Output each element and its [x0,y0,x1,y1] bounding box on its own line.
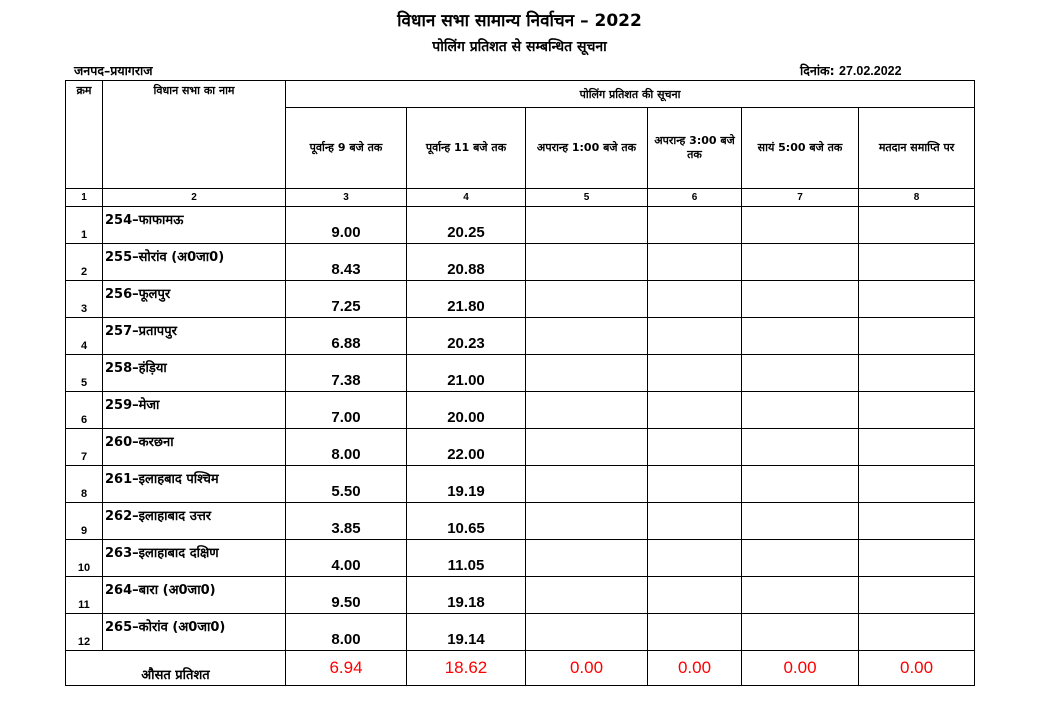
column-number: 3 [286,189,407,207]
row-constituency-name: 263–इलाहाबाद दक्षिण [103,540,286,577]
row-value-3pm [648,318,742,355]
row-value-1pm [526,207,648,244]
row-value-5pm [742,577,859,614]
row-value-11am: 20.25 [407,207,526,244]
row-value-poll-end [859,614,975,651]
table-row [66,281,975,318]
row-value-poll-end [859,503,975,540]
row-constituency-name: 261–इलाहबाद पश्चिम [103,466,286,503]
col-header-5pm: सायं 5:00 बजे तक [742,108,859,189]
average-label: औसत प्रतिशत [66,651,286,686]
row-sno: 6 [66,392,103,429]
table-row [66,355,975,392]
row-value-9am: 9.00 [286,207,407,244]
row-value-1pm [526,392,648,429]
column-number: 4 [407,189,526,207]
row-value-3pm [648,429,742,466]
row-value-1pm [526,577,648,614]
average-11am: 18.62 [407,651,526,686]
row-sno: 10 [66,540,103,577]
row-value-1pm [526,466,648,503]
table-row [66,318,975,355]
row-constituency-name: 256–फूलपुर [103,281,286,318]
row-sno: 7 [66,429,103,466]
table-row [66,466,975,503]
col-header-sno: क्रम [66,81,103,189]
row-value-11am: 20.88 [407,244,526,281]
row-value-5pm [742,244,859,281]
row-value-11am: 22.00 [407,429,526,466]
table-row [66,614,975,651]
column-number-row [66,189,975,207]
row-constituency-name: 265–कोरांव (अ0जा0) [103,614,286,651]
row-value-9am: 5.50 [286,466,407,503]
row-constituency-name: 259–मेजा [103,392,286,429]
row-value-3pm [648,577,742,614]
row-sno: 12 [66,614,103,651]
row-value-1pm [526,503,648,540]
col-header-name: विधान सभा का नाम [103,81,286,189]
row-value-11am: 21.00 [407,355,526,392]
col-header-group: पोलिंग प्रतिशत की सूचना [286,81,975,108]
page-subtitle: पोलिंग प्रतिशत से सम्बन्धित सूचना [432,39,607,55]
col-header-1pm: अपरान्ह 1:00 बजे तक [526,108,648,189]
row-value-3pm [648,503,742,540]
row-value-poll-end [859,429,975,466]
row-value-5pm [742,392,859,429]
row-value-3pm [648,540,742,577]
row-value-9am: 7.00 [286,392,407,429]
row-value-1pm [526,281,648,318]
average-1pm: 0.00 [526,651,648,686]
row-constituency-name: 257–प्रतापपुर [103,318,286,355]
row-value-11am: 19.14 [407,614,526,651]
row-value-9am: 8.00 [286,614,407,651]
page-title: विधान सभा सामान्य निर्वाचन – 2022 [397,11,642,31]
row-value-3pm [648,244,742,281]
row-value-11am: 21.80 [407,281,526,318]
table-row [66,392,975,429]
row-constituency-name: 262–इलाहाबाद उत्तर [103,503,286,540]
row-constituency-name: 260–करछना [103,429,286,466]
row-value-poll-end [859,540,975,577]
row-value-3pm [648,614,742,651]
row-value-11am: 20.23 [407,318,526,355]
row-sno: 3 [66,281,103,318]
table-row [66,207,975,244]
row-value-9am: 8.43 [286,244,407,281]
column-number: 2 [103,189,286,207]
table-row [66,577,975,614]
report-date [800,62,902,79]
row-value-3pm [648,207,742,244]
column-number: 8 [859,189,975,207]
row-value-poll-end [859,207,975,244]
row-constituency-name: 264–बारा (अ0जा0) [103,577,286,614]
row-value-9am: 8.00 [286,429,407,466]
row-value-1pm [526,614,648,651]
row-constituency-name: 254–फाफामऊ [103,207,286,244]
row-value-3pm [648,281,742,318]
row-value-1pm [526,318,648,355]
row-value-11am: 20.00 [407,392,526,429]
row-value-3pm [648,466,742,503]
row-value-poll-end [859,244,975,281]
row-value-poll-end [859,318,975,355]
row-value-9am: 6.88 [286,318,407,355]
header-row [66,81,975,108]
average-5pm: 0.00 [742,651,859,686]
average-9am: 6.94 [286,651,407,686]
table-row [66,429,975,466]
row-value-poll-end [859,577,975,614]
row-value-9am: 9.50 [286,577,407,614]
row-value-9am: 7.38 [286,355,407,392]
column-number: 6 [648,189,742,207]
average-poll-end: 0.00 [859,651,975,686]
row-value-5pm [742,318,859,355]
row-constituency-name: 255–सोरांव (अ0जा0) [103,244,286,281]
row-value-3pm [648,392,742,429]
row-value-poll-end [859,281,975,318]
column-number: 1 [66,189,103,207]
row-value-5pm [742,429,859,466]
row-value-9am: 3.85 [286,503,407,540]
row-value-11am: 19.18 [407,577,526,614]
district-label: जनपद–प्रयागराज [74,63,153,78]
row-value-5pm [742,614,859,651]
row-value-5pm [742,355,859,392]
row-value-1pm [526,244,648,281]
row-value-1pm [526,429,648,466]
row-sno: 9 [66,503,103,540]
column-number: 7 [742,189,859,207]
row-value-5pm [742,281,859,318]
table-row [66,244,975,281]
row-sno: 11 [66,577,103,614]
col-header-poll-end: मतदान समाप्ति पर [859,108,975,189]
row-sno: 2 [66,244,103,281]
row-constituency-name: 258–हंड़िया [103,355,286,392]
table-row [66,540,975,577]
col-header-11am: पूर्वान्ह 11 बजे तक [407,108,526,189]
average-3pm: 0.00 [648,651,742,686]
row-sno: 8 [66,466,103,503]
average-row [66,651,975,686]
row-value-poll-end [859,466,975,503]
col-header-3pm: अपरान्ह 3:00 बजे तक [648,108,742,189]
row-sno: 1 [66,207,103,244]
row-value-9am: 4.00 [286,540,407,577]
row-value-5pm [742,466,859,503]
row-value-11am: 19.19 [407,466,526,503]
column-number: 5 [526,189,648,207]
date-value: 27.02.2022 [839,64,902,78]
row-sno: 4 [66,318,103,355]
row-value-11am: 11.05 [407,540,526,577]
row-value-1pm [526,355,648,392]
col-header-9am: पूर्वान्ह 9 बजे तक [286,108,407,189]
table-row [66,503,975,540]
date-label: दिनांक: [800,63,835,78]
row-sno: 5 [66,355,103,392]
row-value-9am: 7.25 [286,281,407,318]
polling-percentage-table [65,80,975,686]
row-value-poll-end [859,392,975,429]
row-value-5pm [742,503,859,540]
row-value-5pm [742,207,859,244]
row-value-3pm [648,355,742,392]
row-value-poll-end [859,355,975,392]
row-value-11am: 10.65 [407,503,526,540]
row-value-1pm [526,540,648,577]
row-value-5pm [742,540,859,577]
